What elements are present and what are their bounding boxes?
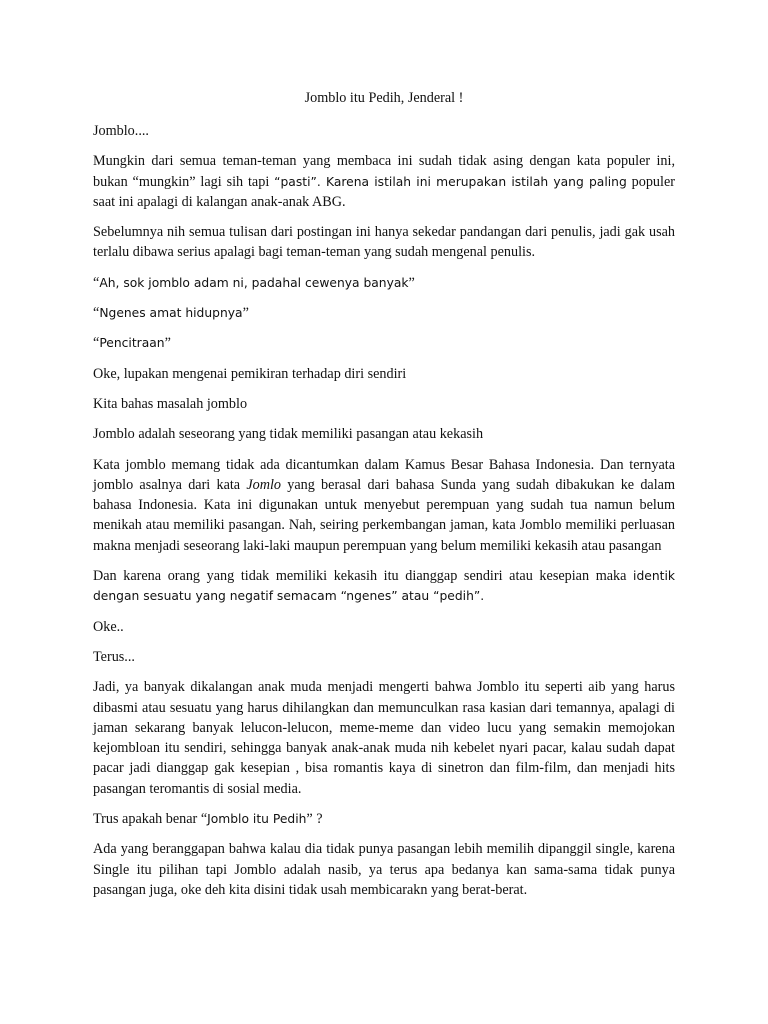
quote-3-text: Pencitraan (99, 336, 165, 351)
paragraph-10-part-b: yang berasal dari bahasa Sunda yang sudah dibakukan ke dalam bahasa Indonesia. Kata ini digunakan untuk menyebut perempuan yang sudah tua namun belum menikah atau memiliki pasangan. Nah, seiring perkembangan jaman, kata Jomblo memiliki perluasan makna menjadi seseorang laki-laki maupun perempuan yang belum memiliki kekasih atau pasangan (93, 476, 675, 554)
quote-1-close: ” (408, 274, 415, 291)
paragraph-2-part-b: “pasti”. Karena istilah ini merupakan istilah yang paling (274, 174, 627, 189)
paragraph-1: Jomblo.... (93, 123, 149, 139)
quote-3-open: “ (93, 335, 100, 352)
document-page (93, 88, 675, 910)
paragraph-3: Sebelumnya nih semua tulisan dari postingan ini hanya sekedar pandangan dari penulis, jadi gak usah terlalu dibawa serius apalagi bagi teman-teman yang sudah mengenal penulis. (93, 224, 675, 261)
paragraph-2-part-c: populer saat ini apalagi di kalangan anak-anak ABG. (93, 173, 675, 210)
paragraph-11-part-b: identik dengan sesuatu yang negatif semacam “ngenes” atau “pedih”. (93, 569, 675, 604)
paragraph-8: Kita bahas masalah jomblo (93, 395, 248, 412)
paragraph-2-part-a: Mungkin dari semua teman-teman yang membaca ini sudah tidak asing dengan kata populer ini, bukan “mungkin” lagi sih tapi (93, 153, 675, 190)
paragraph-10 (93, 455, 675, 556)
paragraph-16: Ada yang beranggapan bahwa kalau dia tidak punya pasangan lebih memilih dipanggil single, karena Single itu pilihan tapi Jomblo adalah nasib, ya terus apa bedanya kan sama-sama tidak punya pasangan juga, oke deh kita disini tidak usah membicarakn yang berat-berat. (93, 841, 675, 898)
paragraph-7: Oke, lupakan mengenai pemikiran terhadap diri sendiri (93, 365, 407, 382)
quote-2-close: ” (242, 305, 249, 322)
paragraph-15-quoted: Jomblo itu Pedih (207, 812, 307, 827)
paragraph-11-part-a: Dan karena orang yang tidak memiliki kekasih itu dianggap sendiri atau kesepian maka (93, 568, 634, 585)
paragraph-9: Jomblo adalah seseorang yang tidak memiliki pasangan atau kekasih (93, 426, 484, 443)
paragraph-12: Oke.. (93, 618, 124, 635)
paragraph-13: Terus... (93, 648, 135, 665)
quote-1-text: Ah, sok jomblo adam ni, padahal cewenya banyak (99, 275, 409, 290)
quote-1 (93, 273, 675, 293)
quote-1-open: “ (93, 274, 100, 291)
paragraph-15-part-c: ” ? (306, 811, 323, 828)
quote-3-close: ” (164, 335, 171, 352)
document-title: Jomblo itu Pedih, Jenderal ! (304, 90, 464, 106)
paragraph-10-italic-term: Jomlo (246, 476, 282, 493)
paragraph-15-part-a: Trus apakah benar “ (93, 811, 208, 828)
paragraph-10-part-a: Kata jomblo memang tidak ada dicantumkan dalam Kamus Besar Bahasa Indonesia. Dan ternyata jomblo asalnya dari kata (93, 456, 675, 493)
quote-2-text: Ngenes amat hidupnya (99, 306, 243, 321)
paragraph-15 (93, 809, 675, 829)
quote-2-open: “ (93, 305, 100, 322)
paragraph-11 (93, 566, 675, 607)
quote-2 (93, 303, 675, 323)
quote-3 (93, 333, 675, 353)
paragraph-2 (93, 151, 675, 212)
paragraph-14: Jadi, ya banyak dikalangan anak muda menjadi mengerti bahwa Jomblo itu seperti aib yang harus dibasmi atau sesuatu yang harus dihilangkan dan memunculkan rasa kasian dari temannya, apalagi di jaman sekarang banyak lelucon-lelucon, meme-meme dan video lucu yang semakin memojokan kejombloan itu sendiri, sehingga banyak anak-anak muda nih kebelet nyari pacar, kalau sudah dapat pacar jadi dianggap gak kesepian , bisa romantis kaya di sinetron dan film-film, dan menjadi hits pasangan teromantis di sosial media. (93, 679, 675, 797)
